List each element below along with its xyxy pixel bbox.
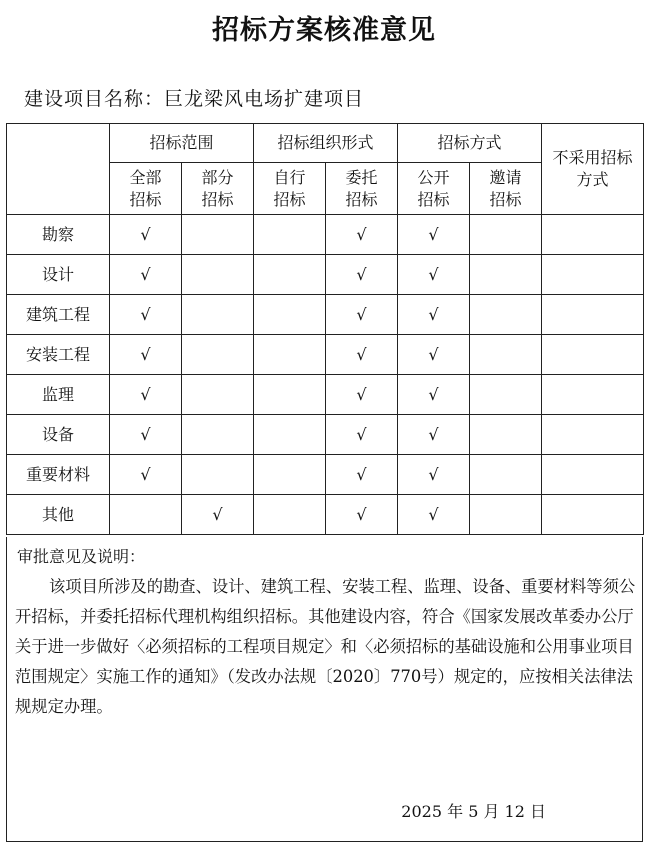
cell-invited-bid: [470, 295, 542, 335]
table-row: [7, 375, 644, 415]
header-bid-organization: 招标组织形式: [254, 124, 398, 163]
subheader-self-bid: 自行招标: [254, 163, 326, 215]
cell-no-bid: [542, 495, 644, 535]
cell-partial-bid: [182, 335, 254, 375]
corner-cell: [7, 124, 110, 215]
cell-open-bid: √: [398, 215, 470, 255]
subheader-entrusted-bid: 委托招标: [326, 163, 398, 215]
cell-invited-bid: [470, 455, 542, 495]
cell-full-bid: √: [110, 295, 182, 335]
cell-partial-bid: [182, 375, 254, 415]
cell-self-bid: [254, 255, 326, 295]
cell-entrusted-bid: √: [326, 255, 398, 295]
cell-open-bid: √: [398, 335, 470, 375]
header-bid-scope: 招标范围: [110, 124, 254, 163]
cell-invited-bid: [470, 255, 542, 295]
cell-full-bid: √: [110, 335, 182, 375]
cell-partial-bid: [182, 455, 254, 495]
subheader-open-bid: 公开招标: [398, 163, 470, 215]
cell-full-bid: √: [110, 415, 182, 455]
project-name-line: [24, 84, 364, 111]
cell-self-bid: [254, 295, 326, 335]
cell-self-bid: [254, 215, 326, 255]
cell-entrusted-bid: √: [326, 335, 398, 375]
cell-self-bid: [254, 335, 326, 375]
project-name-value: 巨龙梁风电场扩建项目: [164, 88, 365, 110]
cell-entrusted-bid: √: [326, 375, 398, 415]
subheader-full-bid: 全部招标: [110, 163, 182, 215]
cell-entrusted-bid: √: [326, 455, 398, 495]
cell-invited-bid: [470, 495, 542, 535]
cell-open-bid: √: [398, 495, 470, 535]
cell-no-bid: [542, 335, 644, 375]
table-row: [7, 255, 644, 295]
table-row: [7, 335, 644, 375]
cell-open-bid: √: [398, 455, 470, 495]
approval-text: 该项目所涉及的勘查、设计、建筑工程、安装工程、监理、设备、重要材料等须公开招标，并委托招标代理机构组织招标。其他建设内容，符合《国家发展改革委办公厅关于进一步做好〈必须招标的工程项目规定〉和〈必须招标的基础设施和公用事业项目范围规定〉实施工作的通知》（发改办法规〔2020〕770号）规定的，应按相关法律法规规定办理。: [15, 577, 636, 716]
cell-entrusted-bid: √: [326, 415, 398, 455]
cell-open-bid: √: [398, 255, 470, 295]
approval-section: [6, 537, 643, 842]
cell-invited-bid: [470, 215, 542, 255]
header-no-bid: 不采用招标方式: [542, 124, 644, 215]
row-label: 建筑工程: [7, 295, 110, 335]
cell-partial-bid: [182, 415, 254, 455]
cell-self-bid: [254, 375, 326, 415]
row-label: 其他: [7, 495, 110, 535]
cell-invited-bid: [470, 415, 542, 455]
cell-full-bid: √: [110, 255, 182, 295]
cell-self-bid: [254, 415, 326, 455]
bidding-scheme-table: [6, 123, 644, 535]
header-bid-method: 招标方式: [398, 124, 542, 163]
cell-full-bid: √: [110, 375, 182, 415]
cell-partial-bid: [182, 255, 254, 295]
row-label: 设计: [7, 255, 110, 295]
cell-open-bid: √: [398, 375, 470, 415]
table-row: [7, 415, 644, 455]
approval-heading: 审批意见及说明：: [17, 547, 146, 566]
cell-no-bid: [542, 255, 644, 295]
row-label: 监理: [7, 375, 110, 415]
project-name-label: 建设项目名称：: [24, 88, 165, 110]
cell-open-bid: √: [398, 295, 470, 335]
cell-entrusted-bid: √: [326, 495, 398, 535]
table-row: [7, 495, 644, 535]
row-label: 设备: [7, 415, 110, 455]
cell-no-bid: [542, 415, 644, 455]
cell-no-bid: [542, 455, 644, 495]
subheader-partial-bid: 部分招标: [182, 163, 254, 215]
table-row: [7, 215, 644, 255]
cell-no-bid: [542, 375, 644, 415]
cell-no-bid: [542, 295, 644, 335]
cell-entrusted-bid: √: [326, 295, 398, 335]
subheader-invited-bid: 邀请招标: [470, 163, 542, 215]
header-row-groups: [7, 124, 644, 163]
cell-invited-bid: [470, 375, 542, 415]
approval-date: 2025 年 5 月 12 日: [401, 802, 546, 821]
cell-partial-bid: [182, 295, 254, 335]
table-row: [7, 295, 644, 335]
cell-no-bid: [542, 215, 644, 255]
cell-partial-bid: [182, 215, 254, 255]
cell-entrusted-bid: √: [326, 215, 398, 255]
table-row: [7, 455, 644, 495]
cell-invited-bid: [470, 335, 542, 375]
cell-full-bid: [110, 495, 182, 535]
row-label: 安装工程: [7, 335, 110, 375]
cell-partial-bid: √: [182, 495, 254, 535]
page-title: 招标方案核准意见: [212, 15, 436, 46]
row-label: 重要材料: [7, 455, 110, 495]
cell-self-bid: [254, 495, 326, 535]
row-label: 勘察: [7, 215, 110, 255]
cell-open-bid: √: [398, 415, 470, 455]
cell-full-bid: √: [110, 215, 182, 255]
cell-self-bid: [254, 455, 326, 495]
cell-full-bid: √: [110, 455, 182, 495]
